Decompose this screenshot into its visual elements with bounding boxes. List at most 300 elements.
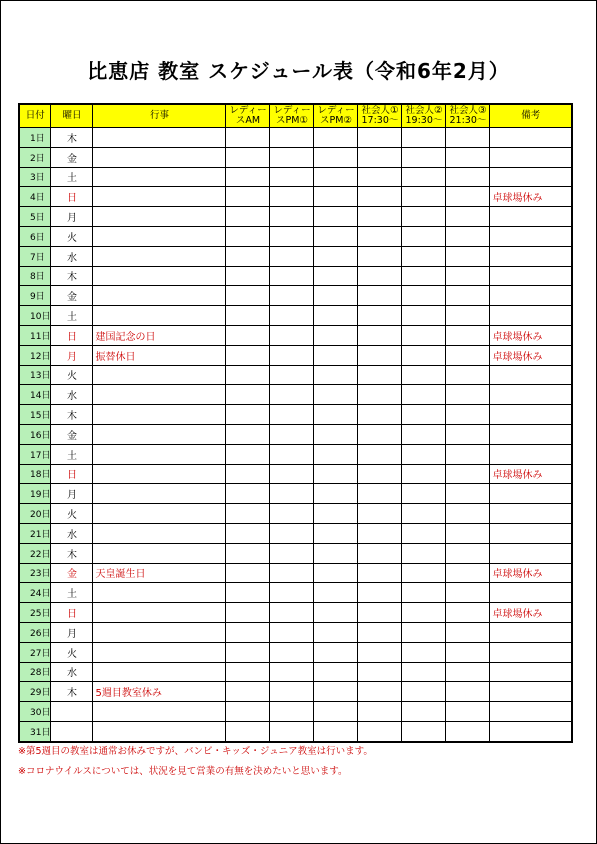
table-row <box>19 464 572 484</box>
ladies-am-cell <box>226 365 270 385</box>
weekday-cell: 木 <box>51 543 93 563</box>
ladies-pm2-cell <box>314 385 358 405</box>
table-row <box>19 444 572 464</box>
adult-2-cell <box>402 226 446 246</box>
adult-1-cell <box>358 583 402 603</box>
remarks-cell <box>490 167 572 187</box>
table-row <box>19 385 572 405</box>
ladies-pm2-cell <box>314 128 358 148</box>
remarks-cell <box>490 642 572 662</box>
adult-3-cell <box>446 702 490 722</box>
table-row <box>19 484 572 504</box>
date-cell: 10日 <box>19 306 51 326</box>
adult-3-cell <box>446 662 490 682</box>
ladies-pm2-cell <box>314 622 358 642</box>
adult-3-cell <box>446 444 490 464</box>
ladies-am-cell <box>226 622 270 642</box>
adult-3-cell <box>446 484 490 504</box>
ladies-pm1-cell <box>270 385 314 405</box>
table-row <box>19 226 572 246</box>
adult-2-cell <box>402 563 446 583</box>
table-row <box>19 504 572 524</box>
date-cell: 19日 <box>19 484 51 504</box>
adult-2-cell <box>402 128 446 148</box>
adult-2-cell <box>402 147 446 167</box>
event-cell <box>93 266 226 286</box>
header-ladies-pm1: レディー スPM① <box>270 104 314 128</box>
remarks-cell <box>490 682 572 702</box>
adult-1-cell <box>358 147 402 167</box>
adult-3-cell <box>446 583 490 603</box>
table-row <box>19 345 572 365</box>
event-cell <box>93 424 226 444</box>
weekday-cell: 火 <box>51 365 93 385</box>
remarks-cell: 卓球場休み <box>490 464 572 484</box>
ladies-am-cell <box>226 424 270 444</box>
remarks-cell <box>490 128 572 148</box>
event-cell <box>93 306 226 326</box>
adult-3-cell <box>446 306 490 326</box>
ladies-pm1-cell <box>270 345 314 365</box>
adult-1-cell <box>358 721 402 741</box>
adult-2-cell <box>402 662 446 682</box>
ladies-am-cell <box>226 642 270 662</box>
date-cell: 4日 <box>19 187 51 207</box>
adult-1-cell <box>358 246 402 266</box>
header-adult-1: 社会人① 17:30～ <box>358 104 402 128</box>
ladies-am-cell <box>226 563 270 583</box>
weekday-cell: 月 <box>51 345 93 365</box>
adult-2-cell <box>402 424 446 444</box>
adult-3-cell <box>446 464 490 484</box>
event-cell <box>93 167 226 187</box>
event-cell <box>93 523 226 543</box>
ladies-pm2-cell <box>314 246 358 266</box>
ladies-pm2-cell <box>314 207 358 227</box>
ladies-pm1-cell <box>270 207 314 227</box>
ladies-am-cell <box>226 583 270 603</box>
ladies-am-cell <box>226 385 270 405</box>
adult-1-cell <box>358 603 402 623</box>
ladies-pm2-cell <box>314 702 358 722</box>
remarks-cell: 卓球場休み <box>490 563 572 583</box>
adult-1-cell <box>358 523 402 543</box>
adult-1-cell <box>358 682 402 702</box>
weekday-cell: 土 <box>51 167 93 187</box>
adult-1-cell <box>358 464 402 484</box>
adult-1-cell <box>358 662 402 682</box>
event-cell <box>93 444 226 464</box>
adult-1-cell <box>358 306 402 326</box>
ladies-am-cell <box>226 128 270 148</box>
date-cell: 16日 <box>19 424 51 444</box>
weekday-cell <box>51 702 93 722</box>
ladies-am-cell <box>226 523 270 543</box>
remarks-cell: 卓球場休み <box>490 325 572 345</box>
event-cell: 建国記念の日 <box>93 325 226 345</box>
remarks-cell <box>490 721 572 741</box>
event-cell <box>93 662 226 682</box>
adult-2-cell <box>402 207 446 227</box>
adult-3-cell <box>446 405 490 425</box>
ladies-pm1-cell <box>270 147 314 167</box>
weekday-cell: 水 <box>51 523 93 543</box>
adult-3-cell <box>446 504 490 524</box>
weekday-cell: 木 <box>51 405 93 425</box>
weekday-cell: 木 <box>51 266 93 286</box>
adult-2-cell <box>402 702 446 722</box>
ladies-pm2-cell <box>314 484 358 504</box>
adult-3-cell <box>446 187 490 207</box>
ladies-am-cell <box>226 226 270 246</box>
adult-3-cell <box>446 721 490 741</box>
event-cell <box>93 484 226 504</box>
event-cell <box>93 147 226 167</box>
schedule-table <box>18 103 573 743</box>
ladies-am-cell <box>226 721 270 741</box>
event-cell <box>93 642 226 662</box>
adult-1-cell <box>358 642 402 662</box>
ladies-pm2-cell <box>314 147 358 167</box>
weekday-cell: 水 <box>51 662 93 682</box>
remarks-cell <box>490 306 572 326</box>
weekday-cell: 火 <box>51 226 93 246</box>
adult-3-cell <box>446 147 490 167</box>
remarks-cell <box>490 662 572 682</box>
ladies-am-cell <box>226 266 270 286</box>
ladies-am-cell <box>226 504 270 524</box>
adult-3-cell <box>446 385 490 405</box>
remarks-cell: 卓球場休み <box>490 345 572 365</box>
ladies-am-cell <box>226 662 270 682</box>
remarks-cell <box>490 484 572 504</box>
adult-3-cell <box>446 622 490 642</box>
weekday-cell: 月 <box>51 622 93 642</box>
adult-3-cell <box>446 523 490 543</box>
adult-3-cell <box>446 563 490 583</box>
weekday-cell: 火 <box>51 642 93 662</box>
ladies-am-cell <box>226 484 270 504</box>
table-row <box>19 702 572 722</box>
event-cell <box>93 226 226 246</box>
date-cell: 30日 <box>19 702 51 722</box>
ladies-pm1-cell <box>270 682 314 702</box>
weekday-cell: 土 <box>51 583 93 603</box>
remarks-cell <box>490 583 572 603</box>
ladies-am-cell <box>226 286 270 306</box>
ladies-pm1-cell <box>270 642 314 662</box>
ladies-pm2-cell <box>314 365 358 385</box>
event-cell <box>93 246 226 266</box>
ladies-pm2-cell <box>314 345 358 365</box>
remarks-cell <box>490 207 572 227</box>
adult-3-cell <box>446 603 490 623</box>
weekday-cell: 土 <box>51 306 93 326</box>
event-cell <box>93 721 226 741</box>
event-cell <box>93 583 226 603</box>
ladies-am-cell <box>226 167 270 187</box>
ladies-am-cell <box>226 246 270 266</box>
adult-3-cell <box>446 266 490 286</box>
ladies-pm1-cell <box>270 187 314 207</box>
ladies-pm1-cell <box>270 246 314 266</box>
ladies-pm1-cell <box>270 464 314 484</box>
adult-1-cell <box>358 128 402 148</box>
weekday-cell: 月 <box>51 484 93 504</box>
remarks-cell <box>490 385 572 405</box>
table-row <box>19 603 572 623</box>
adult-3-cell <box>446 286 490 306</box>
adult-3-cell <box>446 226 490 246</box>
date-cell: 5日 <box>19 207 51 227</box>
ladies-pm1-cell <box>270 306 314 326</box>
date-cell: 13日 <box>19 365 51 385</box>
date-cell: 29日 <box>19 682 51 702</box>
table-row <box>19 622 572 642</box>
header-weekday: 曜日 <box>51 104 93 128</box>
weekday-cell: 火 <box>51 504 93 524</box>
table-row <box>19 543 572 563</box>
ladies-pm1-cell <box>270 266 314 286</box>
ladies-pm1-cell <box>270 523 314 543</box>
ladies-pm1-cell <box>270 603 314 623</box>
ladies-am-cell <box>226 345 270 365</box>
event-cell <box>93 207 226 227</box>
adult-1-cell <box>358 484 402 504</box>
ladies-pm1-cell <box>270 424 314 444</box>
adult-2-cell <box>402 405 446 425</box>
ladies-pm2-cell <box>314 583 358 603</box>
date-cell: 15日 <box>19 405 51 425</box>
date-cell: 3日 <box>19 167 51 187</box>
adult-1-cell <box>358 226 402 246</box>
weekday-cell: 木 <box>51 128 93 148</box>
adult-3-cell <box>446 642 490 662</box>
ladies-pm2-cell <box>314 603 358 623</box>
ladies-pm2-cell <box>314 325 358 345</box>
date-cell: 26日 <box>19 622 51 642</box>
ladies-pm1-cell <box>270 543 314 563</box>
page-title: 比恵店 教室 スケジュール表（令和6年2月） <box>87 59 510 83</box>
date-cell: 9日 <box>19 286 51 306</box>
header-adult-3: 社会人③ 21:30～ <box>446 104 490 128</box>
adult-2-cell <box>402 325 446 345</box>
event-cell <box>93 385 226 405</box>
remarks-cell <box>490 266 572 286</box>
ladies-pm2-cell <box>314 187 358 207</box>
table-row <box>19 325 572 345</box>
date-cell: 7日 <box>19 246 51 266</box>
weekday-cell: 日 <box>51 603 93 623</box>
table-row <box>19 266 572 286</box>
date-cell: 25日 <box>19 603 51 623</box>
date-cell: 18日 <box>19 464 51 484</box>
ladies-pm1-cell <box>270 622 314 642</box>
date-cell: 8日 <box>19 266 51 286</box>
event-cell <box>93 365 226 385</box>
weekday-cell: 土 <box>51 444 93 464</box>
ladies-pm1-cell <box>270 128 314 148</box>
remarks-cell <box>490 424 572 444</box>
ladies-pm1-cell <box>270 167 314 187</box>
adult-1-cell <box>358 424 402 444</box>
ladies-pm2-cell <box>314 504 358 524</box>
remarks-cell <box>490 504 572 524</box>
date-cell: 24日 <box>19 583 51 603</box>
table-row <box>19 207 572 227</box>
adult-2-cell <box>402 345 446 365</box>
adult-2-cell <box>402 385 446 405</box>
ladies-pm1-cell <box>270 365 314 385</box>
table-row <box>19 128 572 148</box>
ladies-pm1-cell <box>270 286 314 306</box>
adult-1-cell <box>358 345 402 365</box>
adult-2-cell <box>402 721 446 741</box>
event-cell <box>93 504 226 524</box>
ladies-am-cell <box>226 147 270 167</box>
date-cell: 28日 <box>19 662 51 682</box>
adult-2-cell <box>402 266 446 286</box>
date-cell: 11日 <box>19 325 51 345</box>
weekday-cell: 木 <box>51 682 93 702</box>
ladies-am-cell <box>226 306 270 326</box>
event-cell <box>93 286 226 306</box>
adult-3-cell <box>446 682 490 702</box>
event-cell <box>93 622 226 642</box>
date-cell: 27日 <box>19 642 51 662</box>
remarks-cell <box>490 622 572 642</box>
table-row <box>19 365 572 385</box>
date-cell: 17日 <box>19 444 51 464</box>
remarks-cell <box>490 226 572 246</box>
adult-1-cell <box>358 325 402 345</box>
ladies-pm1-cell <box>270 662 314 682</box>
header-row <box>19 104 572 128</box>
ladies-am-cell <box>226 405 270 425</box>
date-cell: 6日 <box>19 226 51 246</box>
ladies-am-cell <box>226 325 270 345</box>
adult-2-cell <box>402 187 446 207</box>
ladies-am-cell <box>226 702 270 722</box>
header-adult-2: 社会人② 19:30～ <box>402 104 446 128</box>
ladies-pm1-cell <box>270 325 314 345</box>
header-ladies-pm2: レディー スPM② <box>314 104 358 128</box>
weekday-cell: 日 <box>51 187 93 207</box>
adult-1-cell <box>358 405 402 425</box>
header-date: 日付 <box>19 104 51 128</box>
ladies-pm2-cell <box>314 682 358 702</box>
adult-2-cell <box>402 246 446 266</box>
ladies-pm1-cell <box>270 226 314 246</box>
date-cell: 22日 <box>19 543 51 563</box>
adult-3-cell <box>446 325 490 345</box>
ladies-am-cell <box>226 444 270 464</box>
table-row <box>19 405 572 425</box>
weekday-cell: 月 <box>51 207 93 227</box>
weekday-cell <box>51 721 93 741</box>
adult-2-cell <box>402 306 446 326</box>
ladies-am-cell <box>226 543 270 563</box>
event-cell <box>93 187 226 207</box>
ladies-pm2-cell <box>314 721 358 741</box>
adult-2-cell <box>402 543 446 563</box>
adult-3-cell <box>446 543 490 563</box>
remarks-cell: 卓球場休み <box>490 187 572 207</box>
table-row <box>19 167 572 187</box>
event-cell <box>93 128 226 148</box>
ladies-pm1-cell <box>270 444 314 464</box>
adult-2-cell <box>402 504 446 524</box>
ladies-pm2-cell <box>314 444 358 464</box>
remarks-cell <box>490 246 572 266</box>
remarks-cell <box>490 405 572 425</box>
weekday-cell: 金 <box>51 563 93 583</box>
header-remarks: 備考 <box>490 104 572 128</box>
date-cell: 21日 <box>19 523 51 543</box>
adult-2-cell <box>402 642 446 662</box>
event-cell: 天皇誕生日 <box>93 563 226 583</box>
adult-2-cell <box>402 682 446 702</box>
adult-1-cell <box>358 444 402 464</box>
event-cell: 5週目教室休み <box>93 682 226 702</box>
adult-1-cell <box>358 266 402 286</box>
weekday-cell: 金 <box>51 424 93 444</box>
ladies-pm1-cell <box>270 484 314 504</box>
remarks-cell <box>490 286 572 306</box>
table-row <box>19 187 572 207</box>
adult-1-cell <box>358 385 402 405</box>
adult-1-cell <box>358 543 402 563</box>
remarks-cell <box>490 523 572 543</box>
adult-1-cell <box>358 365 402 385</box>
ladies-pm2-cell <box>314 464 358 484</box>
ladies-pm2-cell <box>314 662 358 682</box>
table-row <box>19 563 572 583</box>
header-ladies-am: レディー スAM <box>226 104 270 128</box>
ladies-pm2-cell <box>314 286 358 306</box>
adult-3-cell <box>446 207 490 227</box>
event-cell <box>93 405 226 425</box>
adult-2-cell <box>402 523 446 543</box>
remarks-cell <box>490 702 572 722</box>
adult-1-cell <box>358 187 402 207</box>
ladies-am-cell <box>226 187 270 207</box>
adult-2-cell <box>402 583 446 603</box>
ladies-pm2-cell <box>314 543 358 563</box>
adult-2-cell <box>402 444 446 464</box>
remarks-cell <box>490 365 572 385</box>
ladies-am-cell <box>226 207 270 227</box>
ladies-pm2-cell <box>314 266 358 286</box>
ladies-am-cell <box>226 464 270 484</box>
ladies-pm2-cell <box>314 424 358 444</box>
header-event: 行事 <box>93 104 226 128</box>
event-cell <box>93 543 226 563</box>
adult-3-cell <box>446 345 490 365</box>
table-row <box>19 147 572 167</box>
ladies-pm2-cell <box>314 523 358 543</box>
adult-1-cell <box>358 622 402 642</box>
adult-2-cell <box>402 464 446 484</box>
adult-3-cell <box>446 424 490 444</box>
date-cell: 31日 <box>19 721 51 741</box>
footnote: ※第5週目の教室は通常お休みですが、バンビ・キッズ・ジュニア教室は行います。 <box>18 746 373 757</box>
weekday-cell: 日 <box>51 325 93 345</box>
table-row <box>19 246 572 266</box>
adult-1-cell <box>358 207 402 227</box>
adult-3-cell <box>446 246 490 266</box>
table-row <box>19 286 572 306</box>
